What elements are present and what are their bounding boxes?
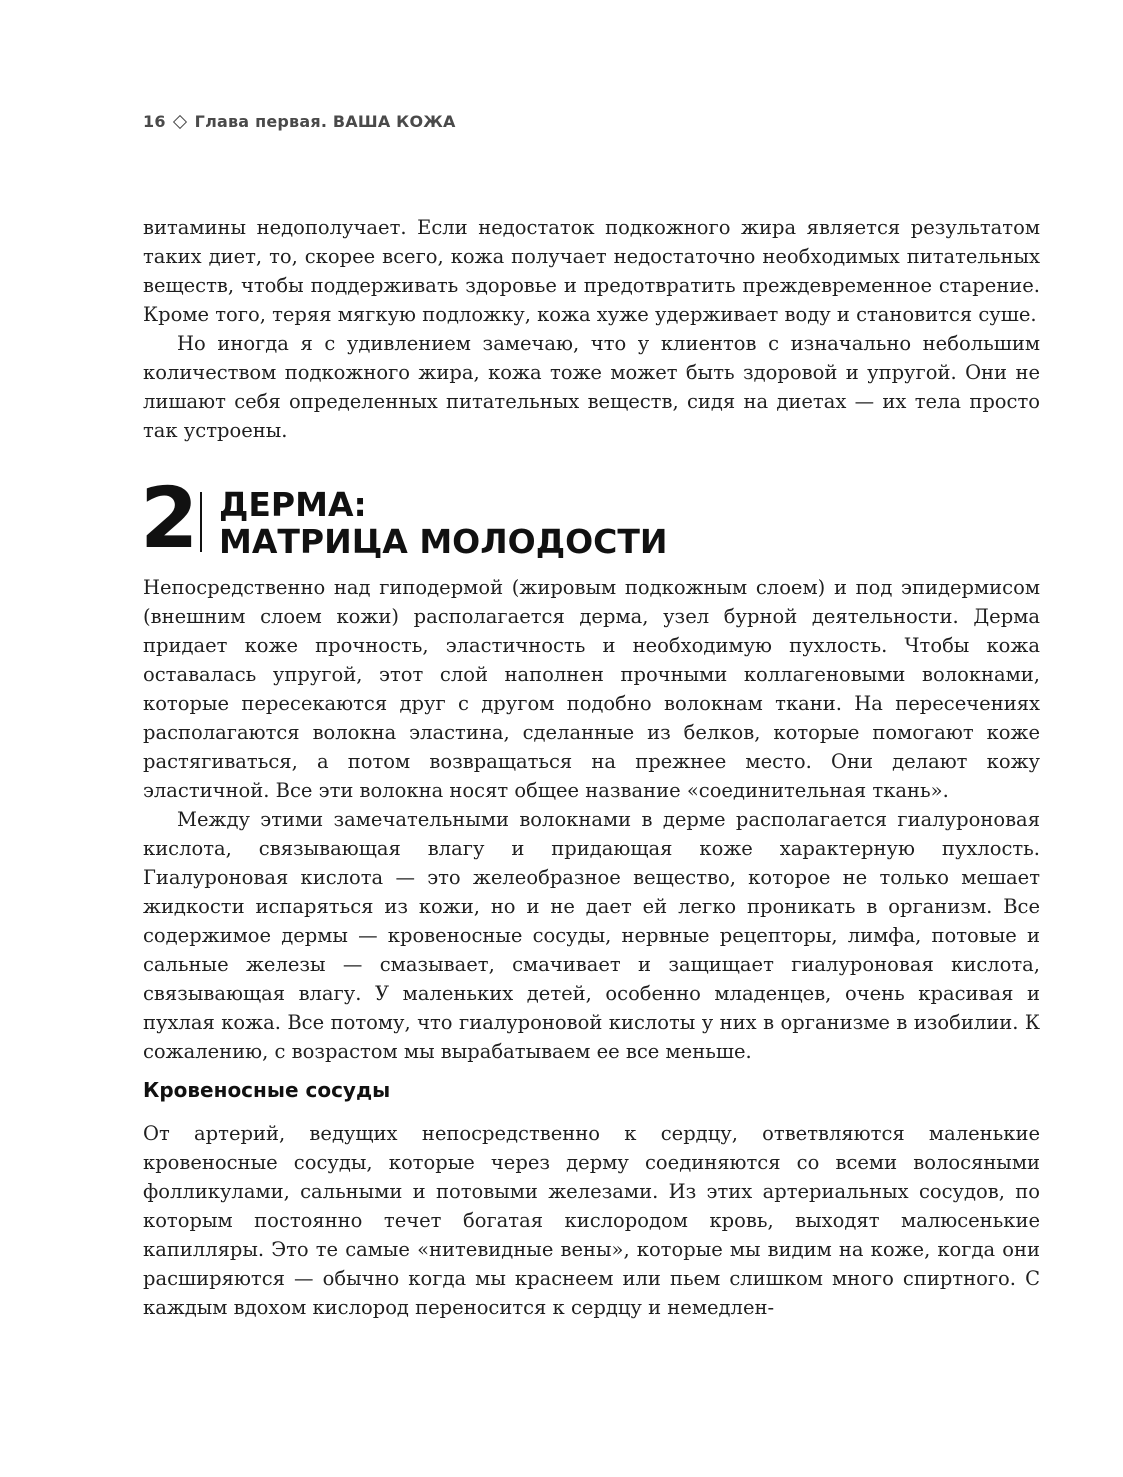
section-title (219, 486, 667, 560)
page-number: 16 (143, 112, 166, 131)
subsection-title: Кровеносные сосуды (143, 1078, 391, 1102)
diamond-icon (173, 115, 187, 129)
section-text (143, 573, 1040, 1066)
section-title-line-1: ДЕРМА: (219, 485, 367, 524)
running-header (143, 112, 456, 131)
paragraph: витамины недополучает. Если недостаток подкожного жира является результатом таких диет, то, скорее всего, кожа получает недостаточно необходимых питательных веществ, чтобы поддерживать здоровье и предотвратить преждевременное старение. Кроме того, теряя мягкую подложку, кожа хуже удерживает воду и становится суше. (143, 216, 1040, 326)
paragraph: Между этими замечательными волокнами в дерме располагается гиалуроновая кислота, связывающая влагу и придающая коже характерную пухлость. Гиалуроновая кислота — это желеобразное вещество, которое не только мешает жидкости испаряться из кожи, но и не дает ей легко проникать в организм. Все содержимое дермы — кровеносные сосуды, нервные рецепторы, лимфа, потовые и сальные железы — смазывает, смачивает и защищает гиалуроновая кислота, связывающая влагу. У маленьких детей, особенно младенцев, очень красивая и пухлая кожа. Все потому, что гиалуроновой кислоты у них в организме в изобилии. К сожалению, с возрастом мы вырабатываем ее все меньше. (143, 808, 1040, 1063)
subsection-text (143, 1119, 1040, 1322)
paragraph: От артерий, ведущих непосредственно к сердцу, ответвляются маленькие кровеносные сосуды, которые через дерму соединяются со всеми волосяными фолликулами, сальными и потовыми железами. Из этих артериальных сосудов, по которым постоянно течет богатая кислородом кровь, выходят малюсенькие капилляры. Это те самые «нитевидные вены», которые мы видим на коже, когда они расширяются — обычно когда мы краснеем или пьем слишком много спиртного. С каждым вдохом кислород переносится к сердцу и немедлен- (143, 1122, 1040, 1319)
section-title-line-2: МАТРИЦА МОЛОДОСТИ (219, 522, 668, 561)
paragraph: Непосредственно над гиподермой (жировым подкожным слоем) и под эпидермисом (внешним слоем кожи) располагается дерма, узел бурной деятельности. Дерма придает коже прочность, эластичность и необходимую пухлость. Чтобы кожа оставалась упругой, этот слой наполнен прочными коллагеновыми волокнами, которые пересекаются друг с другом подобно волокнам ткани. На пересечениях располагаются волокна эластина, сделанные из белков, которые помогают коже растягиваться, а потом возвращаться на прежнее место. Они делают кожу эластичной. Все эти волокна носят общее название «соединительная ткань». (143, 576, 1040, 802)
section-number: 2 (140, 469, 199, 567)
heading-divider (200, 492, 202, 552)
paragraph: Но иногда я с удивлением замечаю, что у клиентов с изначально небольшим количеством подкожного жира, кожа тоже может быть здоровой и упругой. Они не лишают себя определенных питательных веществ, сидя на диетах — их тела просто так устроены. (143, 332, 1040, 442)
intro-text (143, 213, 1040, 445)
running-title: Глава первая. ВАША КОЖА (194, 112, 456, 131)
